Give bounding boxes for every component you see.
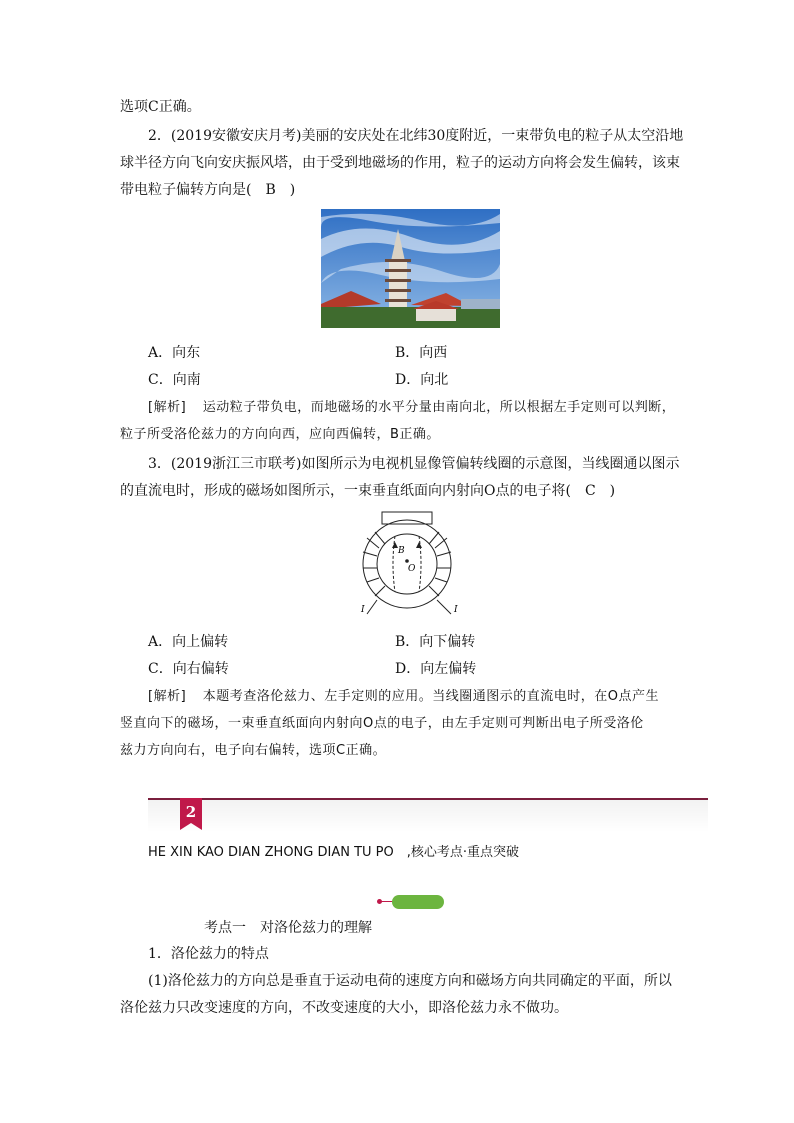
q3-option-d: D．向左偏转 — [395, 661, 477, 677]
q2-option-c: C．向南 — [148, 372, 201, 388]
current-label-right: I — [454, 605, 458, 615]
analysis-text: 运动粒子带负电，而地磁场的水平分量由南向北，所以根据左手定则可以判断， — [202, 400, 676, 415]
q3-option-a: A．向上偏转 — [148, 634, 229, 650]
question-3-line-2: 的直流电时，形成的磁场如图所示，一束垂直纸面向内射向O点的电子将( C ) — [120, 483, 616, 499]
question-3-line-1: 3．(2019浙江三市联考)如图所示为电视机显像管偏转线圈的示意图，当线圈通以图示 — [148, 456, 680, 472]
q2-option-d: D．向北 — [395, 372, 449, 388]
q3-option-c: C．向右偏转 — [148, 661, 229, 677]
section-band — [148, 800, 708, 832]
point-heading: 1．洛伦兹力的特点 — [148, 946, 269, 962]
field-label-b: B — [398, 546, 405, 556]
pagoda-photo — [321, 209, 500, 328]
analysis-label: [解析] — [148, 400, 187, 415]
section-divider — [148, 798, 708, 800]
paragraph-line-2: 洛伦兹力只改变速度的方向，不改变速度的大小，即洛伦兹力永不做功。 — [120, 1000, 568, 1016]
question-2-line-1: 2．(2019安徽安庆月考)美丽的安庆处在北纬30度附近，一束带负电的粒子从太空沿地 — [148, 128, 684, 144]
analysis-text: 兹力方向向右，电子向右偏转，选项C正确。 — [120, 743, 387, 758]
q3-option-b: B．向下偏转 — [395, 634, 476, 650]
q2-option-b: B．向西 — [395, 345, 448, 361]
text-line: 选项C正确。 — [120, 99, 201, 115]
analysis-label: [解析] — [148, 689, 187, 704]
analysis-text: 竖直向下的磁场，一束垂直纸面向内射向O点的电子，由左手定则可判断出电子所受洛伦 — [120, 716, 644, 731]
q2-option-a: A．向东 — [148, 345, 201, 361]
topic-heading: 考点一 对洛伦兹力的理解 — [204, 920, 372, 936]
paragraph-line-1: (1)洛伦兹力的方向总是垂直于运动电荷的速度方向和磁场方向共同确定的平面，所以 — [148, 973, 672, 989]
section-number: 2 — [185, 803, 197, 821]
section-number-badge — [180, 798, 202, 830]
analysis-text: 粒子所受洛伦兹力的方向向西，应向西偏转，B正确。 — [120, 427, 440, 442]
current-label-left: I — [361, 605, 365, 615]
question-2-line-3: 带电粒子偏转方向是( B ) — [120, 182, 296, 198]
question-2-line-2: 球半径方向飞向安庆振风塔，由于受到地磁场的作用，粒子的运动方向将会发生偏转，该束 — [120, 155, 680, 171]
deflection-coil-diagram — [355, 508, 475, 620]
topic-marker-dot — [377, 899, 382, 904]
point-label-o: O — [408, 564, 416, 574]
topic-marker-pill — [392, 895, 444, 909]
analysis-text: 本题考查洛伦兹力、左手定则的应用。当线圈通图示的直流电时，在O点产生 — [202, 689, 660, 704]
section-title: HE XIN KAO DIAN ZHONG DIAN TU PO ,核心考点·重点突破 — [148, 845, 520, 860]
